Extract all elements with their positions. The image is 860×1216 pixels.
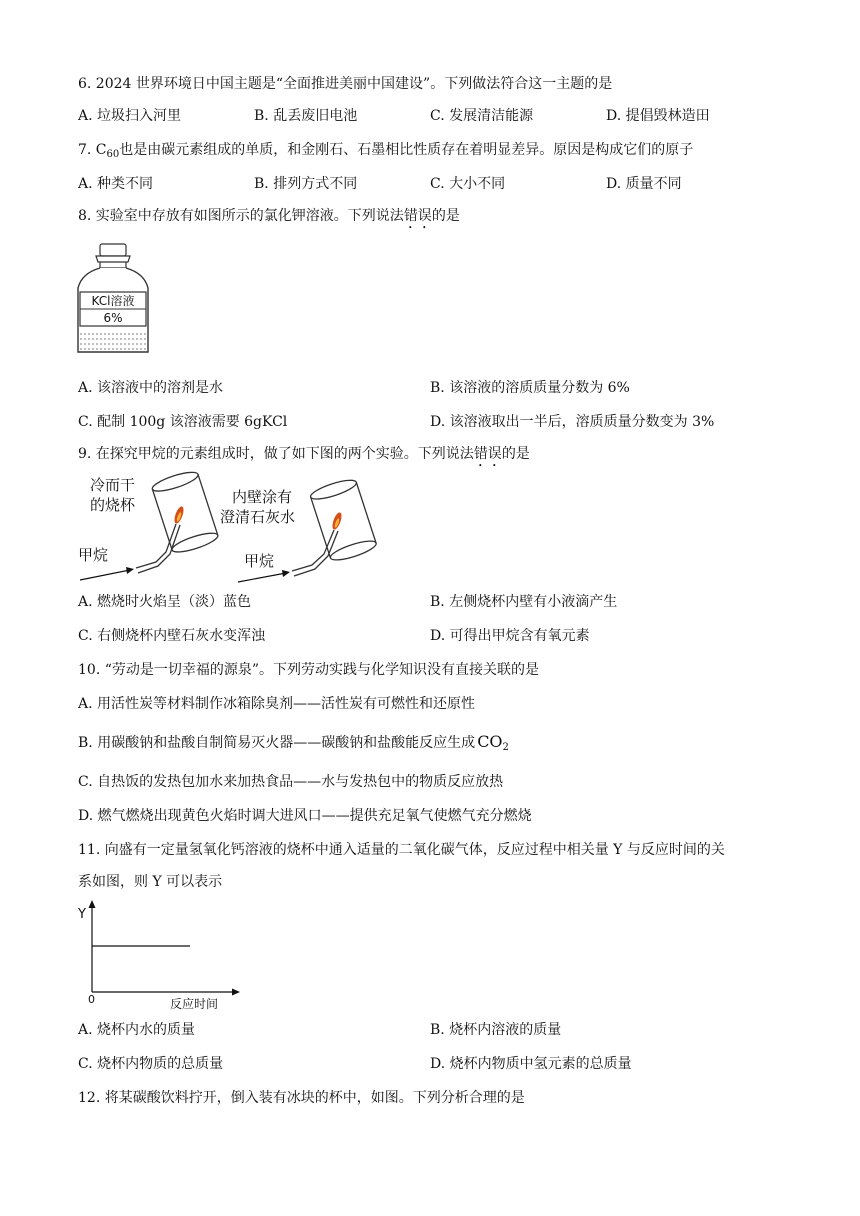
q9-option-d: D. 可得出甲烷含有氧元素: [430, 628, 590, 644]
q6-option-b: B. 乱丢废旧电池: [254, 108, 358, 124]
q11-option-d: D. 烧杯内物质中氢元素的总质量: [430, 1056, 632, 1072]
q8-stem-after: 的是: [431, 208, 460, 224]
q9-option-a: A. 燃烧时火焰呈（淡）蓝色: [78, 594, 252, 610]
right-beaker-label-line2: 澄清石灰水: [220, 508, 296, 526]
q6-option-d: D. 提倡毁林造田: [606, 108, 710, 124]
q9-stem-after: 的是: [501, 446, 530, 462]
q9-option-b: B. 左侧烧杯内壁有小液滴产生: [430, 594, 618, 610]
q10-option-b-subscript: 2: [502, 742, 509, 753]
q8-option-c: C. 配制 100g 该溶液需要 6gKCl: [78, 414, 288, 430]
q8-option-d: D. 该溶液取出一半后，溶质质量分数变为 3%: [430, 414, 715, 430]
y-vs-time-graph: [76, 898, 246, 1010]
q7-option-d: D. 质量不同: [606, 176, 682, 192]
bottle-label-concentration: 6%: [103, 311, 123, 325]
graph-x-label: 反应时间: [170, 997, 219, 1010]
q11-stem-line1: 11. 向盛有一定量氢氧化钙溶液的烧杯中通入适量的二氧化碳气体，反应过程中相关量 Y 与反应时间的关: [78, 842, 725, 858]
q12-stem: 12. 将某碳酸饮料拧开，倒入装有冰块的杯中，如图。下列分析合理的是: [78, 1090, 525, 1106]
q11-option-c: C. 烧杯内物质的总质量: [78, 1056, 224, 1072]
q9-stem-before: 9. 在探究甲烷的元素组成时，做了如下图的两个实验。下列说法: [78, 446, 474, 462]
q10-option-b-formula: CO: [477, 732, 503, 751]
q9-stem-emphasis: 错误: [473, 446, 502, 462]
q7-stem: [78, 140, 693, 165]
q7-option-c: C. 大小不同: [430, 176, 506, 192]
q11-option-a: A. 烧杯内水的质量: [78, 1022, 196, 1038]
q6-stem: 6. 2024 世界环境日中国主题是“全面推进美丽中国建设”。下列做法符合这一主题的是: [78, 76, 613, 92]
left-beaker-label-line2: 的烧杯: [90, 496, 136, 514]
q10-option-b: [78, 732, 509, 758]
graph-origin-label: 0: [88, 993, 95, 1006]
right-beaker-label-line1: 内壁涂有: [232, 488, 293, 506]
q7-option-b: B. 排列方式不同: [254, 176, 358, 192]
q10-stem: 10. “劳动是一切幸福的源泉”。下列劳动实践与化学知识没有直接关联的是: [78, 662, 540, 678]
q11-option-b: B. 烧杯内溶液的质量: [430, 1022, 562, 1038]
q9-option-c: C. 右侧烧杯内壁石灰水变浑浊: [78, 628, 266, 644]
right-gas-label: 甲烷: [244, 552, 275, 570]
q7-stem-prefix: 7. C: [78, 142, 107, 158]
q9-stem: [78, 444, 530, 470]
q8-option-a: A. 该溶液中的溶剂是水: [78, 380, 224, 396]
left-gas-label: 甲烷: [78, 546, 109, 564]
q8-stem-before: 8. 实验室中存放有如图所示的氯化钾溶液。下列说法: [78, 208, 404, 224]
q7-stem-rest: 也是由碳元素组成的单质，和金刚石、石墨相比性质存在着明显差异。原因是构成它们的原子: [119, 142, 694, 158]
q6-option-a: A. 垃圾扫入河里: [78, 108, 182, 124]
q8-stem: [78, 206, 460, 232]
graph-y-label: Y: [78, 907, 86, 922]
q7-option-a: A. 种类不同: [78, 176, 154, 192]
left-beaker-label-line1: 冷而干: [90, 476, 136, 494]
q10-option-c: C. 自热饭的发热包加水来加热食品——水与发热包中的物质反应放热: [78, 774, 504, 790]
kcl-bottle-figure: [76, 242, 150, 358]
q10-option-a: A. 用活性炭等材料制作冰箱除臭剂——活性炭有可燃性和还原性: [78, 696, 476, 712]
methane-experiment-figure: [76, 470, 396, 586]
q6-option-c: C. 发展清洁能源: [430, 108, 534, 124]
q11-stem-line2: 系如图，则 Y 可以表示: [78, 874, 223, 890]
q8-stem-emphasis: 错误: [403, 208, 432, 224]
q8-option-b: B. 该溶液的溶质质量分数为 6%: [430, 380, 630, 396]
bottle-label-name: KCl溶液: [91, 294, 135, 308]
q10-option-d: D. 燃气燃烧出现黄色火焰时调大进风口——提供充足氧气使燃气充分燃烧: [78, 808, 532, 824]
q7-subscript: 60: [106, 149, 120, 160]
q10-option-b-text: B. 用碳酸钠和盐酸自制简易灭火器——碳酸钠和盐酸能反应生成: [78, 735, 476, 751]
